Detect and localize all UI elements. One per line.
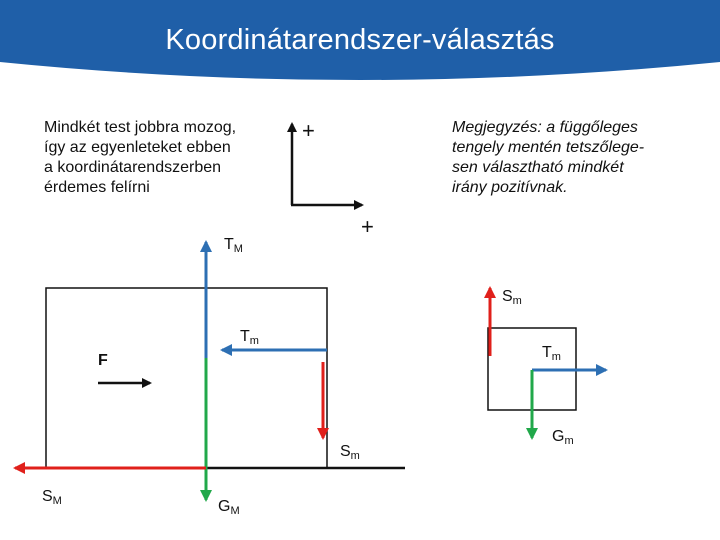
label-main: T bbox=[542, 344, 552, 361]
label-sub: M bbox=[230, 505, 240, 517]
label-main: G bbox=[552, 428, 565, 445]
left-note-line: érdemes felírni bbox=[44, 179, 150, 196]
vertical-axis-plus: + bbox=[302, 118, 315, 143]
label-sub: m bbox=[249, 335, 259, 347]
block-M bbox=[46, 288, 327, 468]
label-sub: m bbox=[512, 295, 522, 307]
right-note-line: sen választható mindkét bbox=[452, 159, 624, 176]
label-sub: m bbox=[350, 450, 360, 462]
label-T-m-left bbox=[240, 328, 259, 347]
label-main: S bbox=[340, 443, 351, 460]
label-T-M bbox=[224, 236, 243, 255]
left-note-line: a koordinátarendszerben bbox=[44, 159, 222, 176]
right-note-line: Megjegyzés: a függőleges bbox=[452, 119, 638, 136]
label-main: F bbox=[98, 352, 108, 369]
left-note-line: így az egyenleteket ebben bbox=[44, 139, 231, 156]
slide-title: Koordinátarendszer-választás bbox=[165, 24, 555, 56]
label-S-m-top bbox=[502, 288, 522, 307]
label-main: T bbox=[240, 328, 250, 345]
horizontal-axis-plus: + bbox=[361, 214, 374, 239]
label-sub: m bbox=[564, 435, 574, 447]
label-F bbox=[98, 352, 108, 370]
right-note-line: tengely mentén tetszőlege- bbox=[452, 139, 645, 156]
label-main: T bbox=[224, 236, 234, 253]
right-note-line: irány pozitívnak. bbox=[452, 179, 568, 196]
label-sub: m bbox=[551, 351, 561, 363]
label-T-m-right bbox=[542, 344, 561, 363]
label-S-m-mid bbox=[340, 443, 360, 462]
label-sub: M bbox=[52, 495, 62, 507]
left-note-line: Mindkét test jobbra mozog, bbox=[44, 119, 237, 136]
label-main: S bbox=[42, 488, 53, 505]
label-main: G bbox=[218, 498, 231, 515]
label-sub: M bbox=[233, 243, 243, 255]
label-S-M bbox=[42, 488, 62, 507]
label-main: S bbox=[502, 288, 513, 305]
label-G-m bbox=[552, 428, 574, 447]
label-G-M bbox=[218, 498, 240, 517]
